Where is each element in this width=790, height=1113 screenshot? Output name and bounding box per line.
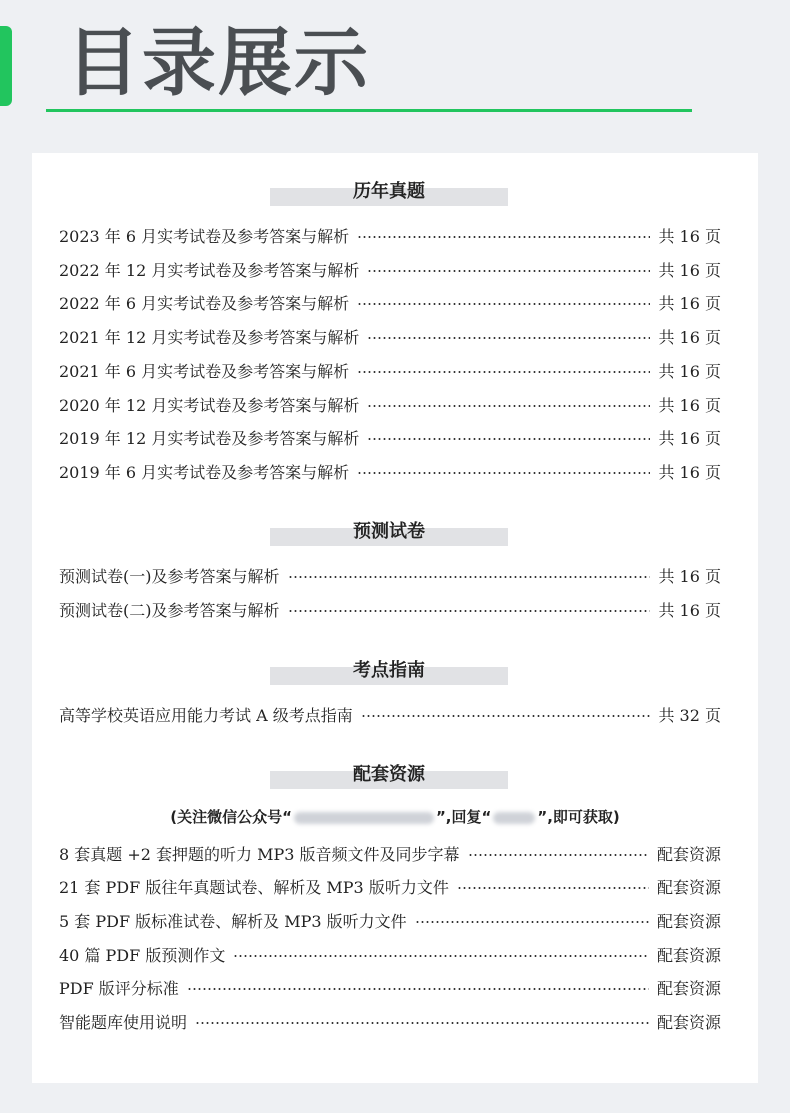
toc-row[interactable]	[59, 943, 721, 965]
resource-tag: 配套资源	[656, 978, 721, 998]
toc-row-title: 2021 年 6 月实考试卷及参考答案与解析	[59, 361, 350, 381]
toc-row-title: 高等学校英语应用能力考试 A 级考点指南	[59, 705, 353, 725]
toc-row[interactable]	[59, 598, 721, 620]
toc-row[interactable]	[59, 460, 721, 482]
page-count: 共 16 页	[658, 293, 721, 313]
dot-leader	[288, 610, 651, 612]
page-count: 共 16 页	[658, 361, 721, 381]
toc-row-title: 2019 年 12 月实考试卷及参考答案与解析	[59, 428, 360, 448]
dot-leader	[367, 438, 650, 440]
toc-card	[32, 153, 758, 1083]
page-count: 共 16 页	[658, 395, 721, 415]
resource-tag: 配套资源	[656, 877, 721, 897]
page-count: 共 16 页	[658, 226, 721, 246]
toc-row[interactable]	[59, 325, 721, 347]
toc-row[interactable]	[59, 842, 721, 864]
section-title: 考点指南	[353, 660, 425, 681]
toc-row-title: 21 套 PDF 版往年真题试卷、解析及 MP3 版听力文件	[59, 877, 449, 897]
dot-leader	[415, 921, 649, 923]
page-count: 共 16 页	[658, 462, 721, 482]
section-title: 历年真题	[353, 181, 425, 202]
toc-row[interactable]	[59, 976, 721, 998]
toc-row-title: 2021 年 12 月实考试卷及参考答案与解析	[59, 327, 360, 347]
dot-leader	[367, 405, 650, 407]
toc-row-title: 8 套真题 +2 套押题的听力 MP3 版音频文件及同步字幕	[59, 844, 460, 864]
toc-row-title: PDF 版评分标准	[59, 978, 179, 998]
resource-tag: 配套资源	[656, 844, 721, 864]
title-underline	[46, 109, 692, 112]
toc-row-title: 预测试卷(二)及参考答案与解析	[59, 600, 280, 620]
toc-row[interactable]	[59, 393, 721, 415]
page-title: 目录展示	[66, 20, 370, 106]
notice-suffix: ”,即可获取)	[537, 808, 620, 826]
section-title: 配套资源	[353, 764, 425, 785]
toc-row[interactable]	[59, 224, 721, 246]
page-count: 共 16 页	[658, 428, 721, 448]
dot-leader	[367, 270, 650, 272]
dot-leader	[357, 236, 650, 238]
page-count: 共 16 页	[658, 260, 721, 280]
toc-row-title: 40 篇 PDF 版预测作文	[59, 945, 226, 965]
toc-row[interactable]	[59, 359, 721, 381]
toc-row[interactable]	[59, 258, 721, 280]
page-count: 共 16 页	[658, 327, 721, 347]
toc-row-title: 2022 年 12 月实考试卷及参考答案与解析	[59, 260, 360, 280]
section-heading-resources	[270, 764, 508, 789]
page-count: 共 16 页	[658, 566, 721, 586]
toc-row-title: 2020 年 12 月实考试卷及参考答案与解析	[59, 395, 360, 415]
dot-leader	[357, 472, 650, 474]
toc-row-title: 2019 年 6 月实考试卷及参考答案与解析	[59, 462, 350, 482]
dot-leader	[357, 371, 650, 373]
section-heading-past-exams	[270, 181, 508, 206]
dot-leader	[361, 715, 651, 717]
toc-row[interactable]	[59, 426, 721, 448]
blurred-keyword	[493, 812, 535, 824]
toc-row-title: 2022 年 6 月实考试卷及参考答案与解析	[59, 293, 350, 313]
resource-tag: 配套资源	[656, 911, 721, 931]
toc-row[interactable]	[59, 703, 721, 725]
blurred-account-name	[294, 812, 434, 824]
notice-middle: ”,回复“	[435, 808, 492, 826]
toc-row-title: 5 套 PDF 版标准试卷、解析及 MP3 版听力文件	[59, 911, 407, 931]
section-heading-guide	[270, 660, 508, 685]
dot-leader	[468, 854, 649, 856]
toc-row-title: 2023 年 6 月实考试卷及参考答案与解析	[59, 226, 350, 246]
page-count: 共 32 页	[658, 705, 721, 725]
dot-leader	[357, 303, 650, 305]
dot-leader	[367, 337, 650, 339]
toc-row[interactable]	[59, 909, 721, 931]
toc-row[interactable]	[59, 875, 721, 897]
wechat-notice	[32, 806, 758, 827]
dot-leader	[195, 1022, 649, 1024]
section-title: 预测试卷	[353, 521, 425, 542]
notice-prefix: (关注微信公众号“	[170, 808, 292, 826]
section-heading-mock-exams	[270, 521, 508, 546]
dot-leader	[288, 576, 651, 578]
toc-row[interactable]	[59, 1010, 721, 1032]
dot-leader	[187, 988, 649, 990]
toc-row-title: 预测试卷(一)及参考答案与解析	[59, 566, 280, 586]
dot-leader	[233, 955, 649, 957]
toc-row[interactable]	[59, 564, 721, 586]
page-count: 共 16 页	[658, 600, 721, 620]
toc-row[interactable]	[59, 291, 721, 313]
dot-leader	[457, 887, 649, 889]
resource-tag: 配套资源	[656, 1012, 721, 1032]
toc-row-title: 智能题库使用说明	[59, 1012, 188, 1032]
resource-tag: 配套资源	[656, 945, 721, 965]
green-accent-tab	[0, 26, 12, 106]
